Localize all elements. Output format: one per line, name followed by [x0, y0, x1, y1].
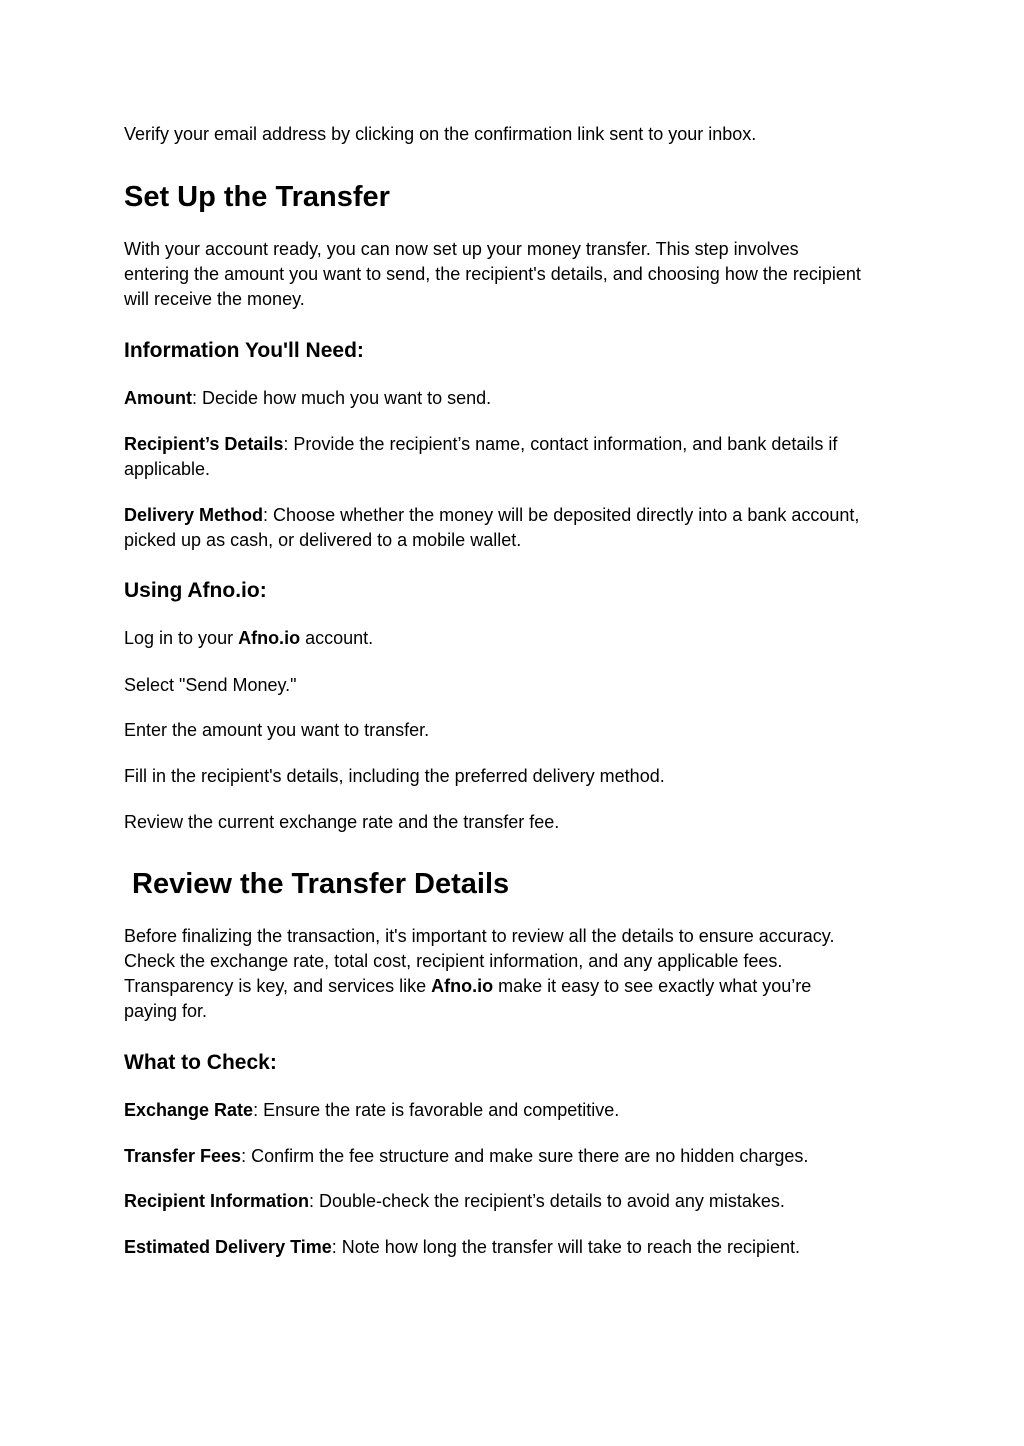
exchange-rate-label: Exchange Rate — [124, 1100, 254, 1120]
transfer-fees-label: Transfer Fees — [124, 1146, 242, 1166]
delivery-method-continued: picked up as cash, or delivered to a mobile wallet. — [124, 530, 522, 550]
delivery-method-text: : Choose whether the money will be deposited directly into a bank account, — [263, 505, 860, 525]
delivery-time-text: : Note how long the transfer will take to reach the recipient. — [331, 1237, 801, 1257]
exchange-rate-text: : Ensure the rate is favorable and competitive. — [253, 1100, 620, 1120]
review-line-3-suffix: make it easy to see exactly what you’re — [493, 976, 812, 996]
amount-item — [124, 386, 491, 411]
review-rate-step: Review the current exchange rate and the transfer fee. — [124, 812, 560, 832]
info-needed-heading: Information You'll Need: — [124, 339, 364, 362]
delivery-time-item — [124, 1235, 800, 1260]
delivery-method-item — [124, 503, 859, 528]
setup-paragraph-line-1: With your account ready, you can now set up your money transfer. This step involves — [124, 239, 799, 259]
login-step-suffix: account. — [300, 628, 374, 648]
review-paragraph-line-1: Before finalizing the transaction, it's important to review all the details to ensure accuracy. — [124, 926, 835, 946]
transfer-fees-item — [124, 1144, 808, 1169]
recipient-details-continued: applicable. — [124, 459, 211, 479]
setup-heading: Set Up the Transfer — [124, 181, 390, 213]
recipient-details-text: : Provide the recipient’s name, contact information, and bank details if — [283, 434, 838, 454]
amount-text: : Decide how much you want to send. — [191, 388, 492, 408]
recipient-information-item — [124, 1189, 785, 1214]
recipient-information-label: Recipient Information — [124, 1191, 310, 1211]
transfer-fees-text: : Confirm the fee structure and make sure there are no hidden charges. — [241, 1146, 809, 1166]
fill-recipient-step: Fill in the recipient's details, including the preferred delivery method. — [124, 766, 665, 786]
what-to-check-heading: What to Check: — [124, 1051, 277, 1074]
review-line-3-prefix: Transparency is key, and services like — [124, 976, 432, 996]
delivery-method-label: Delivery Method — [124, 505, 264, 525]
review-heading: Review the Transfer Details — [132, 868, 510, 900]
login-step — [124, 626, 373, 651]
recipient-details-label: Recipient’s Details — [124, 434, 284, 454]
review-paragraph-line-3 — [124, 974, 811, 999]
recipient-information-text: : Double-check the recipient’s details to avoid any mistakes. — [309, 1191, 785, 1211]
select-send-money-step: Select "Send Money." — [124, 675, 297, 695]
delivery-time-label: Estimated Delivery Time — [124, 1237, 332, 1257]
verify-email-text: Verify your email address by clicking on the confirmation link sent to your inbox. — [124, 124, 757, 144]
enter-amount-step: Enter the amount you want to transfer. — [124, 720, 430, 740]
login-step-prefix: Log in to your — [124, 628, 239, 648]
amount-label: Amount — [124, 388, 192, 408]
using-afno-heading: Using Afno.io: — [124, 579, 267, 602]
setup-paragraph-line-3: will receive the money. — [124, 289, 305, 309]
review-paragraph-line-4: paying for. — [124, 1001, 208, 1021]
review-line-3-brand: Afno.io — [431, 976, 494, 996]
setup-paragraph-line-2: entering the amount you want to send, the recipient's details, and choosing how the recipient — [124, 264, 861, 284]
exchange-rate-item — [124, 1098, 619, 1123]
login-step-brand: Afno.io — [238, 628, 301, 648]
recipient-details-item — [124, 432, 837, 457]
review-paragraph-line-2: Check the exchange rate, total cost, recipient information, and any applicable fees. — [124, 951, 783, 971]
